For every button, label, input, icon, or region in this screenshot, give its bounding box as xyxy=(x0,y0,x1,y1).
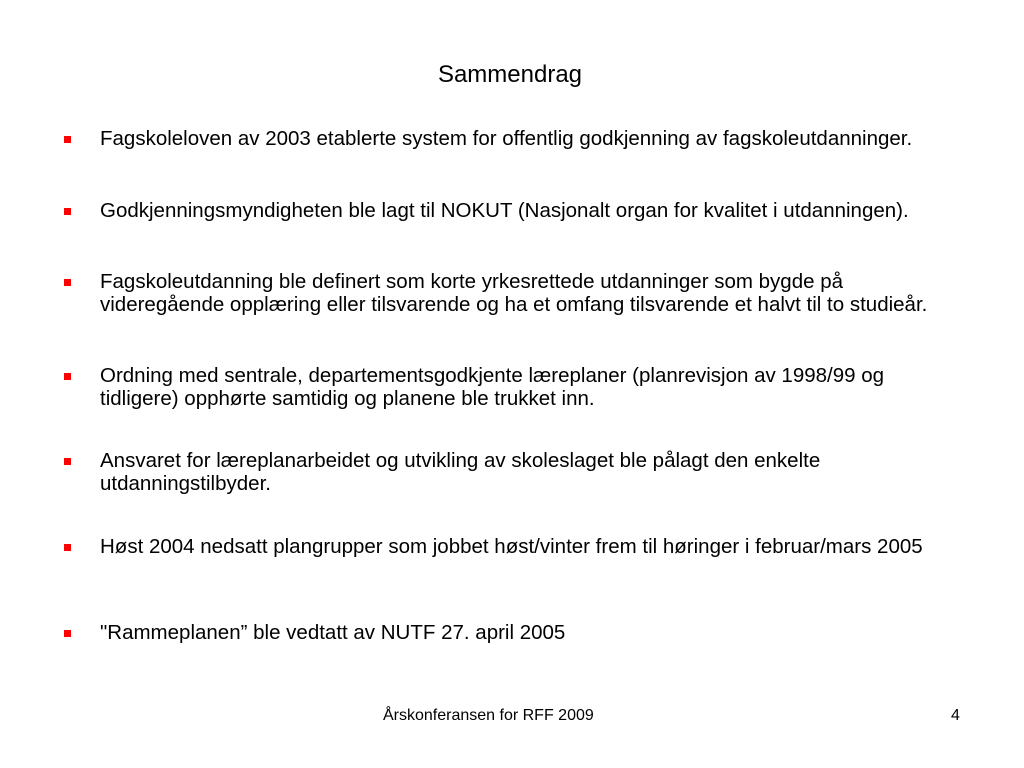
square-bullet-icon xyxy=(64,373,71,380)
square-bullet-icon xyxy=(64,208,71,215)
page-number: 4 xyxy=(951,707,960,724)
slide-footer: Årskonferansen for RFF 2009 xyxy=(383,707,594,724)
bullet-text: Godkjenningsmyndigheten ble lagt til NOKUT (Nasjonalt organ for kvalitet i utdanningen). xyxy=(100,199,909,222)
bullet-text: "Rammeplanen” ble vedtatt av NUTF 27. april 2005 xyxy=(100,621,566,644)
bullet-text: Ansvaret for læreplanarbeidet og utvikling av skoleslaget ble pålagt den enkelte utdanningstilbyder. xyxy=(100,449,821,495)
bullet-text: Fagskoleutdanning ble definert som korte yrkesrettede utdanninger som bygde på videregående opplæring eller tilsvarende og ha et omfang tilsvarende et halvt til to studieår. xyxy=(100,270,928,316)
bullet-text: Ordning med sentrale, departementsgodkjente læreplaner (planrevisjon av 1998/99 og tidligere) opphørte samtidig og planene ble trukket inn. xyxy=(100,364,885,410)
square-bullet-icon xyxy=(64,630,71,637)
square-bullet-icon xyxy=(64,458,71,465)
square-bullet-icon xyxy=(64,136,71,143)
bullet-text: Fagskoleloven av 2003 etablerte system for offentlig godkjenning av fagskoleutdanninger. xyxy=(100,127,913,150)
bullet-text: Høst 2004 nedsatt plangrupper som jobbet høst/vinter frem til høringer i februar/mars 2005 xyxy=(100,535,923,558)
square-bullet-icon xyxy=(64,544,71,551)
slide-title: Sammendrag xyxy=(437,61,583,88)
square-bullet-icon xyxy=(64,279,71,286)
